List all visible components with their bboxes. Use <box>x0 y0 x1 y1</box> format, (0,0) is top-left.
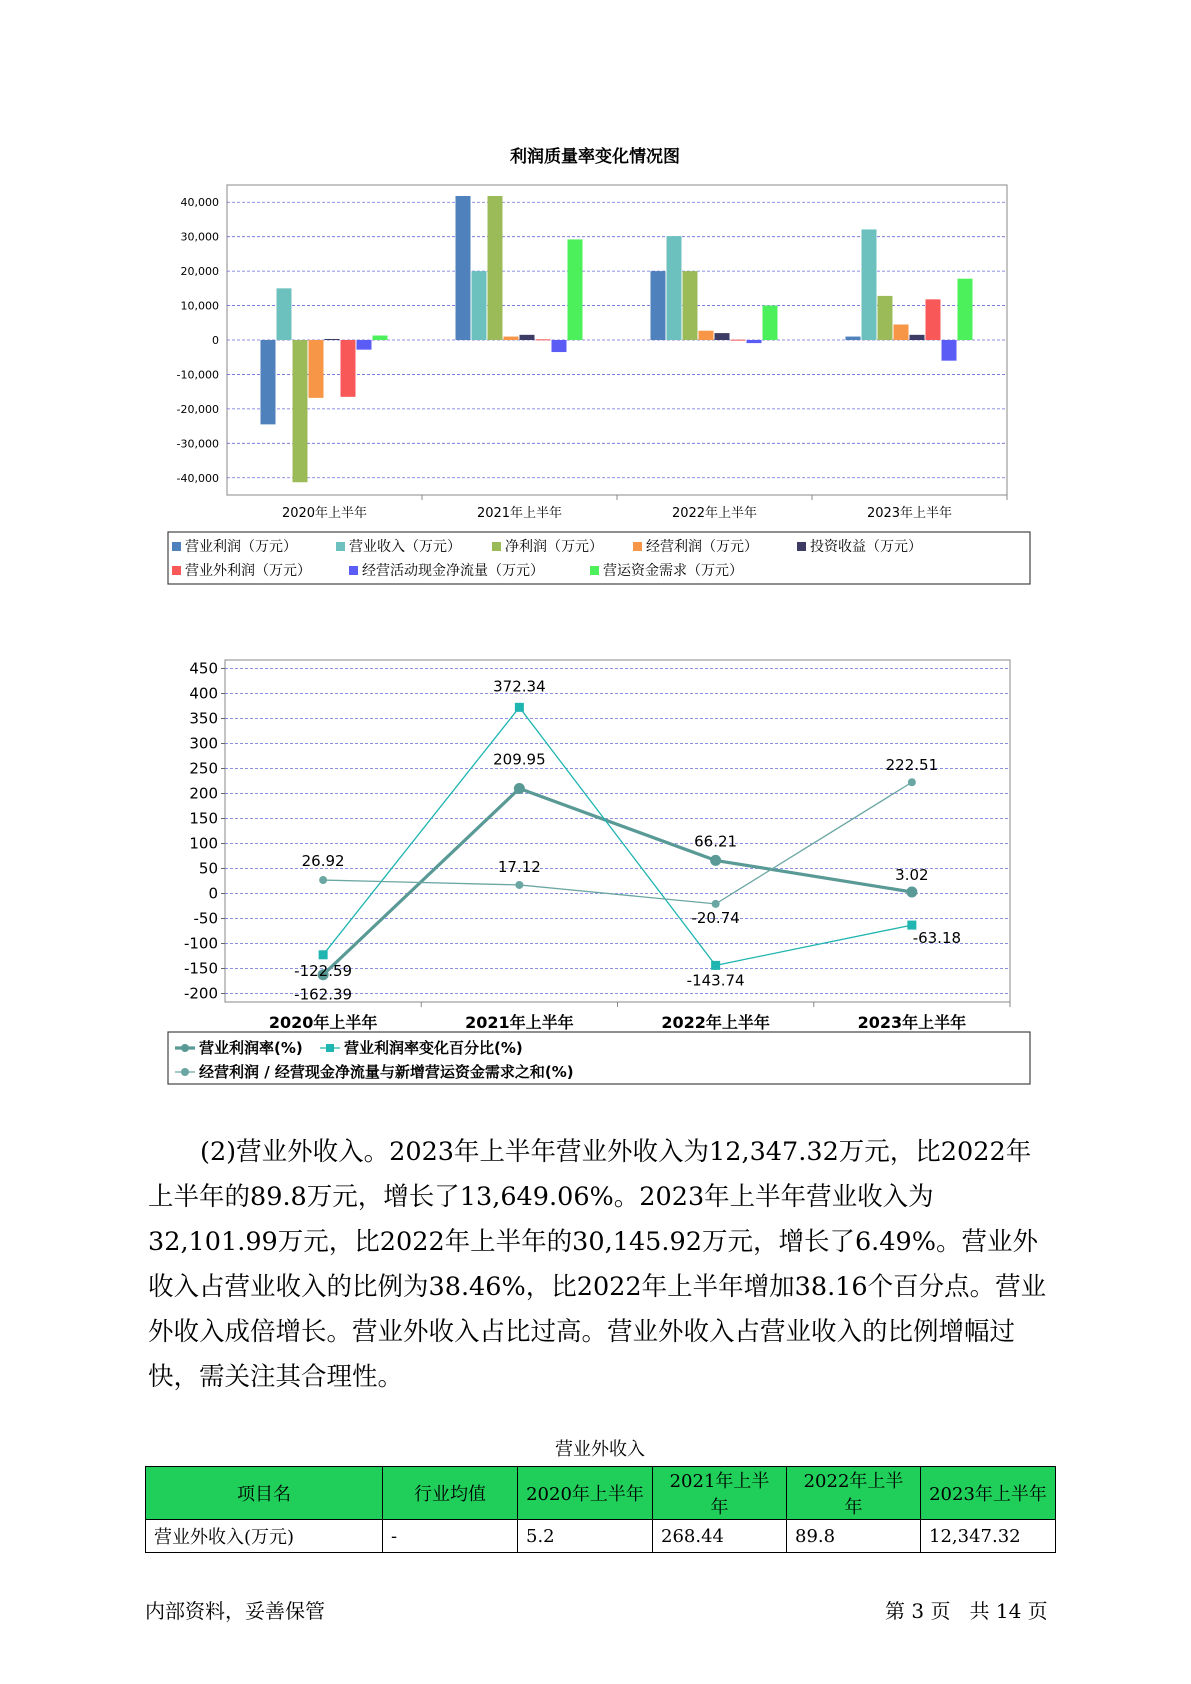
chart1-y-tick-label: 10,000 <box>180 299 219 313</box>
chart2-data-label: -162.39 <box>294 985 353 1004</box>
footer-page-number: 第 3 页 共 14 页 <box>885 1599 1048 1623</box>
chart1-y-tick-label: -20,000 <box>176 402 219 416</box>
chart2-y-tick-label: 350 <box>189 709 218 728</box>
chart2-y-tick-label: 0 <box>208 884 218 903</box>
chart1-title: 利润质量率变化情况图 <box>510 147 680 167</box>
chart1-y-tick-label: -30,000 <box>176 437 219 451</box>
chart2-legend-marker <box>181 1068 189 1076</box>
chart1-legend-swatch <box>797 542 806 551</box>
chart1-legend-label: 营业利润（万元） <box>185 539 297 555</box>
chart1-legend-label: 经营利润（万元） <box>646 539 758 555</box>
table-row <box>146 1520 1056 1553</box>
chart1-y-tick-label: 30,000 <box>180 230 219 244</box>
chart1-bar <box>878 296 893 340</box>
chart1-bar <box>926 299 941 340</box>
chart1-legend-swatch <box>492 542 501 551</box>
chart2-point <box>712 900 720 908</box>
chart2-data-label: -20.74 <box>691 908 740 927</box>
chart2-y-tick-label: -50 <box>193 909 218 928</box>
cell-2022h1: 89.8 <box>787 1520 921 1553</box>
chart1-legend-swatch <box>172 542 181 551</box>
chart2-legend-label: 营业利润率变化百分比(%) <box>344 1039 523 1057</box>
profit-quality-bar-chart <box>0 0 1191 600</box>
chart2-legend-label: 营业利润率(%) <box>199 1039 303 1057</box>
chart1-y-tick-label: 0 <box>212 334 219 347</box>
header-2020h1: 2020年上半年 <box>518 1467 653 1520</box>
header-item-name: 项目名 <box>146 1467 383 1520</box>
chart2-point <box>906 886 917 897</box>
chart1-y-tick-label: -40,000 <box>176 471 219 485</box>
chart2-data-label: 17.12 <box>497 857 541 876</box>
chart2-point <box>319 950 328 959</box>
chart2-y-tick-label: -100 <box>183 934 218 953</box>
chart1-bar <box>683 271 698 340</box>
chart1-bar <box>373 336 388 340</box>
chart2-legend-marker <box>181 1044 189 1052</box>
table-caption: 营业外收入 <box>555 1439 645 1460</box>
header-2021h1: 2021年上半年 <box>653 1467 787 1520</box>
chart2-point <box>908 778 916 786</box>
chart1-bar <box>862 229 877 340</box>
chart2-x-label: 2023年上半年 <box>857 1013 967 1032</box>
chart1-x-label: 2020年上半年 <box>281 506 368 521</box>
header-2023h1: 2023年上半年 <box>921 1467 1056 1520</box>
chart1-bar <box>651 271 666 340</box>
chart2-point <box>515 703 524 712</box>
chart1-bar <box>309 340 324 398</box>
chart2-x-label: 2021年上半年 <box>465 1013 574 1032</box>
chart2-x-label: 2022年上半年 <box>661 1013 770 1032</box>
footer-confidential: 内部资料，妥善保管 <box>145 1599 325 1623</box>
chart1-bar <box>357 340 372 350</box>
cell-2023h1: 12,347.32 <box>921 1520 1056 1553</box>
chart2-y-tick-label: 450 <box>189 659 218 678</box>
chart2-data-label: 66.21 <box>694 832 738 851</box>
analysis-text: (2)营业外收入。2023年上半年营业外收入为12,347.32万元，比2022年上半年的89.8万元，增长了13,649.06%。2023年上半年营业收入为32,101.99万元，比2022年上半年的30,145.92万元，增长了6.49%。营业外收入占营业收入的比例为38.46%，比2022年上半年增加38.16个百分点。营业外收入成倍增长。营业外收入占比过高。营业外收入占营业收入的比例增幅过快，需关注其合理性。 <box>148 1137 1047 1392</box>
cell-2021h1: 268.44 <box>653 1520 787 1553</box>
chart2-y-tick-label: 50 <box>198 859 218 878</box>
chart1-bar <box>958 279 973 340</box>
chart1-bar <box>488 196 503 340</box>
chart1-legend-label: 营业外利润（万元） <box>185 563 311 579</box>
chart1-legend-label: 营运资金需求（万元） <box>603 563 743 579</box>
chart1-legend-label: 净利润（万元） <box>505 539 603 555</box>
chart2-point <box>711 961 720 970</box>
chart2-y-tick-label: -200 <box>183 984 218 1003</box>
chart1-y-tick-label: 20,000 <box>180 265 219 279</box>
chart2-y-tick-label: 250 <box>189 759 218 778</box>
chart1-y-tick-label: -10,000 <box>176 368 219 382</box>
chart2-data-label: 222.51 <box>885 756 939 775</box>
chart1-bar <box>894 325 909 341</box>
chart2-legend-label: 经营利润 / 经营现金净流量与新增营运资金需求之和(%) <box>199 1063 574 1081</box>
chart1-bar <box>846 337 861 340</box>
chart1-bar <box>763 306 778 340</box>
cell-industry-avg: - <box>383 1520 518 1553</box>
chart2-data-label: 3.02 <box>895 865 929 884</box>
chart2-y-tick-label: 300 <box>189 734 218 753</box>
cell-item-name: 营业外收入(万元) <box>146 1520 383 1553</box>
chart1-bar <box>277 288 292 340</box>
chart1-legend-label: 经营活动现金净流量（万元） <box>362 563 544 579</box>
chart2-x-label: 2020年上半年 <box>268 1013 378 1032</box>
chart2-legend-marker <box>326 1044 334 1052</box>
chart1-x-label: 2023年上半年 <box>866 506 953 521</box>
chart2-point <box>710 855 721 866</box>
chart2-point <box>515 881 523 889</box>
chart1-bar <box>520 335 535 340</box>
chart1-legend-swatch <box>590 566 599 575</box>
header-industry-avg: 行业均值 <box>383 1467 518 1520</box>
chart1-legend-swatch <box>349 566 358 575</box>
chart1-bar <box>568 239 583 340</box>
chart2-data-label: 372.34 <box>493 677 546 696</box>
chart2-data-label: 26.92 <box>301 852 345 871</box>
chart2-data-label: -122.59 <box>294 961 353 980</box>
chart1-x-label: 2021年上半年 <box>476 506 563 521</box>
chart1-x-label: 2022年上半年 <box>671 506 758 521</box>
chart2-data-label: 209.95 <box>493 750 546 769</box>
chart1-bar <box>699 331 714 340</box>
chart1-bar <box>536 339 551 340</box>
chart1-bar <box>341 340 356 397</box>
chart1-bar <box>293 340 308 482</box>
chart2-y-tick-label: 400 <box>189 684 218 703</box>
header-2022h1: 2022年上半年 <box>787 1467 921 1520</box>
chart1-legend-label: 投资收益（万元） <box>810 539 922 555</box>
chart2-y-tick-label: 150 <box>189 809 218 828</box>
chart2-point <box>319 876 327 884</box>
non-operating-income-table <box>145 1466 1056 1553</box>
profit-rate-line-chart <box>0 640 1191 1100</box>
chart1-bar <box>747 340 762 343</box>
chart1-legend-swatch <box>172 566 181 575</box>
analysis-paragraph <box>148 1130 1053 1400</box>
chart1-bar <box>472 271 487 340</box>
chart1-legend-swatch <box>633 542 642 551</box>
cell-2020h1: 5.2 <box>518 1520 653 1553</box>
chart2-data-label: -143.74 <box>686 971 745 990</box>
chart2-y-tick-label: 100 <box>189 834 218 853</box>
chart1-legend-swatch <box>336 542 345 551</box>
chart1-bar <box>715 333 730 340</box>
chart1-bar <box>325 339 340 340</box>
chart2-data-label: -63.18 <box>912 929 962 948</box>
table-header-row <box>146 1467 1056 1520</box>
chart2-y-tick-label: -150 <box>183 959 218 978</box>
chart1-legend-label: 营业收入（万元） <box>349 539 461 555</box>
chart1-bar <box>942 340 957 361</box>
chart1-bar <box>552 340 567 352</box>
chart1-bar <box>667 236 682 340</box>
chart1-y-tick-label: 40,000 <box>180 196 219 210</box>
chart1-bar <box>504 337 519 340</box>
chart2-y-tick-label: 200 <box>189 784 218 803</box>
chart2-plot-area <box>225 660 1010 1002</box>
chart1-bar <box>261 340 276 424</box>
chart2-point <box>514 783 525 794</box>
chart1-bar <box>456 196 471 340</box>
chart1-bar <box>910 335 925 340</box>
chart1-bar <box>731 340 746 341</box>
